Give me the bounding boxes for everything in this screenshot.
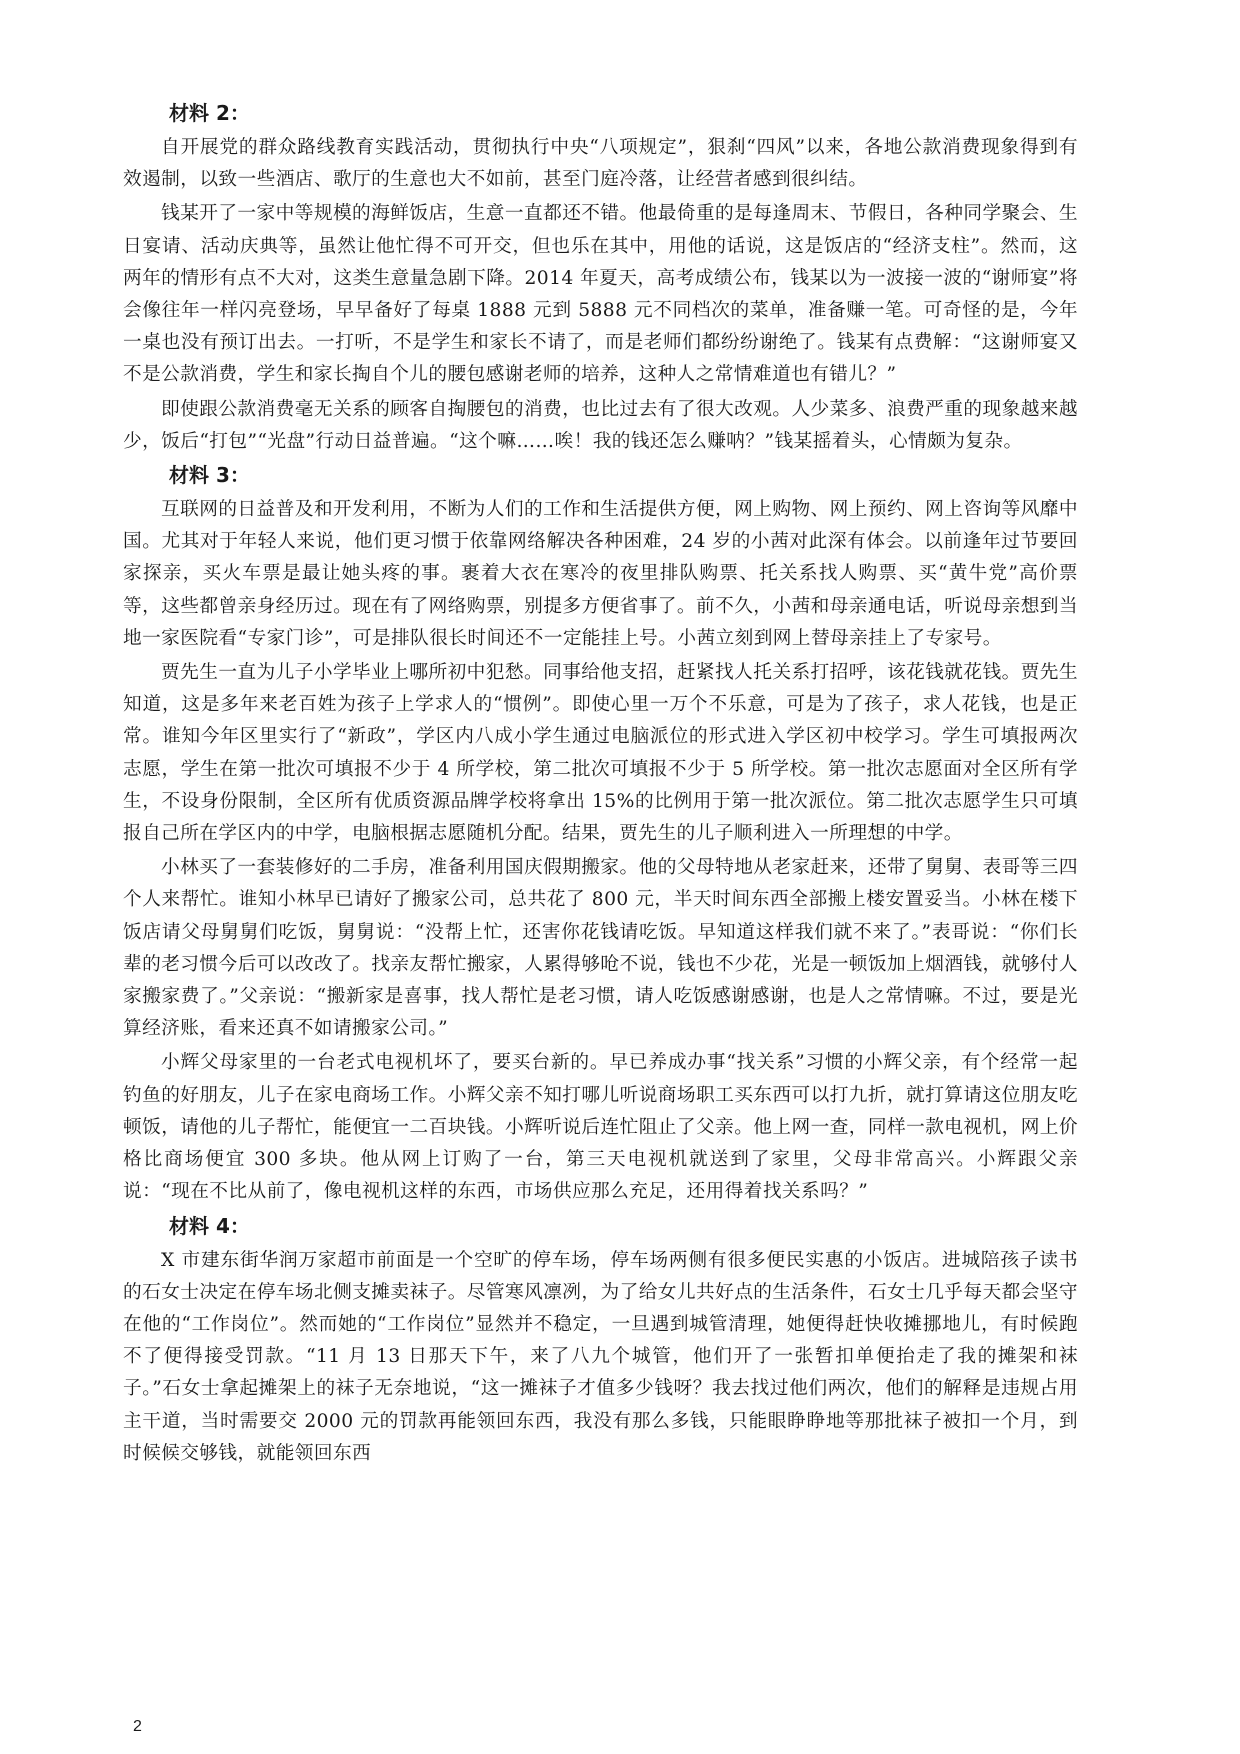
paragraph: 贾先生一直为儿子小学毕业上哪所初中犯愁。同事给他支招，赶紧找人托关系打招呼，该花钱就花钱。贾先生知道，这是多年来老百姓为孩子上学求人的“惯例”。即使心里一万个不乐意，可是为了孩子，求人花钱，也是正常。谁知今年区里实行了“新政”，学区内八成小学生通过电脑派位的形式进入学区初中校学习。学生可填报两次志愿，学生在第一批次可填报不少于 4 所学校，第二批次可填报不少于 5 所学校。第一批次志愿面对全区所有学生，不设身份限制，全区所有优质资源品牌学校将拿出 15%的比例用于第一批次派位。第二批次志愿学生只可填报自己所在学区内的中学，电脑根据志愿随机分配。结果，贾先生的儿子顺利进入一所理想的中学。: [123, 662, 1078, 845]
paragraph: 钱某开了一家中等规模的海鲜饭店，生意一直都还不错。他最倚重的是每逢周末、节假日，各种同学聚会、生日宴请、活动庆典等，虽然让他忙得不可开交，但也乐在其中，用他的话说，这是饭店的“经济支柱”。然而，这两年的情形有点不大对，这类生意量急剧下降。2014 年夏天，高考成绩公布，钱某以为一波接一波的“谢师宴”将会像往年一样闪亮登场，早早备好了每桌 1888 元到 5888 元不同档次的菜单，准备赚一笔。可奇怪的是，今年一桌也没有预订出去。一打听，不是学生和家长不请了，而是老师们都纷纷谢绝了。钱某有点费解：“这谢师宴又不是公款消费，学生和家长掏自个儿的腰包感谢老师的培养，这种人之常情难道也有错儿？”: [123, 203, 1078, 386]
paragraph: X 市建东街华润万家超市前面是一个空旷的停车场，停车场两侧有很多便民实惠的小饭店。进城陪孩子读书的石女士决定在停车场北侧支摊卖袜子。尽管寒风凛冽，为了给女儿共好点的生活条件，石女士几乎每天都会坚守在他的“工作岗位”。然而她的“工作岗位”显然并不稳定，一旦遇到城管清理，她便得赶快收摊挪地儿，有时候跑不了便得接受罚款。“11 月 13 日那天下午，来了八九个城管，他们开了一张暂扣单便抬走了我的摊架和袜子。”石女士拿起摊架上的袜子无奈地说，“这一摊袜子才值多少钱呀？我去找过他们两次，他们的解释是违规占用主干道，当时需要交 2000 元的罚款再能领回东西，我没有那么多钱，只能眼睁睁地等那批袜子被扣一个月，到时候候交够钱，就能领回东西: [123, 1249, 1078, 1464]
paragraph: 小林买了一套装修好的二手房，准备利用国庆假期搬家。他的父母特地从老家赶来，还带了舅舅、表哥等三四个人来帮忙。谁知小林早已请好了搬家公司，总共花了 800 元，半天时间东西全部搬上楼安置妥当。小林在楼下饭店请父母舅舅们吃饭，舅舅说：“没帮上忙，还害你花钱请吃饭。早知道这样我们就不来了。”表哥说：“你们长辈的老习惯今后可以改改了。找亲友帮忙搬家，人累得够呛不说，钱也不少花，光是一顿饭加上烟酒钱，就够付人家搬家费了。”父亲说：“搬新家是喜事，找人帮忙是老习惯，请人吃饭感谢感谢，也是人之常情嘛。不过，要是光算经济账，看来还真不如请搬家公司。”: [123, 857, 1078, 1040]
paragraph: 互联网的日益普及和开发利用，不断为人们的工作和生活提供方便，网上购物、网上预约、网上咨询等风靡中国。尤其对于年轻人来说，他们更习惯于依靠网络解决各种困难，24 岁的小茜对此深有体会。以前逢年过节要回家探亲，买火车票是最让她头疼的事。裹着大衣在寒冷的夜里排队购票、托关系找人购票、买“黄牛党”高价票等，这些都曾亲身经历过。现在有了网络购票，别提多方便省事了。前不久，小茜和母亲通电话，听说母亲想到当地一家医院看“专家门诊”，可是排队很长时间还不一定能挂上号。小茜立刻到网上替母亲挂上了专家号。: [123, 499, 1078, 649]
section-heading: 材料 2：: [169, 101, 250, 125]
document-body: [123, 98, 1078, 1472]
section-heading: 材料 3：: [169, 463, 250, 488]
section-heading: 材料 4：: [169, 1213, 250, 1238]
paragraph: 自开展党的群众路线教育实践活动，贯彻执行中央“八项规定”，狠刹“四风”以来，各地公款消费现象得到有效遏制，以致一些酒店、歌厅的生意也大不如前，甚至门庭冷落，让经营者感到很纠结。: [123, 137, 1078, 191]
paragraph: 即使跟公款消费毫无关系的顾客自掏腰包的消费，也比过去有了很大改观。人少菜多、浪费严重的现象越来越少，饭后“打包”“光盘”行动日益普遍。“这个嘛……唉！我的钱还怎么赚呐？”钱某摇着头，心情颇为复杂。: [123, 398, 1078, 452]
paragraph: 小辉父母家里的一台老式电视机坏了，要买台新的。早已养成办事“找关系”习惯的小辉父亲，有个经常一起钓鱼的好朋友，儿子在家电商场工作。小辉父亲不知打哪儿听说商场职工买东西可以打九折，就打算请这位朋友吃顿饭，请他的儿子帮忙，能便宜一二百块钱。小辉听说后连忙阻止了父亲。他上网一查，同样一款电视机，网上价格比商场便宜 300 多块。他从网上订购了一台，第三天电视机就送到了家里，父母非常高兴。小辉跟父亲说：“现在不比从前了，像电视机这样的东西，市场供应那么充足，还用得着找关系吗？”: [123, 1052, 1078, 1203]
page-number: 2: [133, 1718, 142, 1735]
